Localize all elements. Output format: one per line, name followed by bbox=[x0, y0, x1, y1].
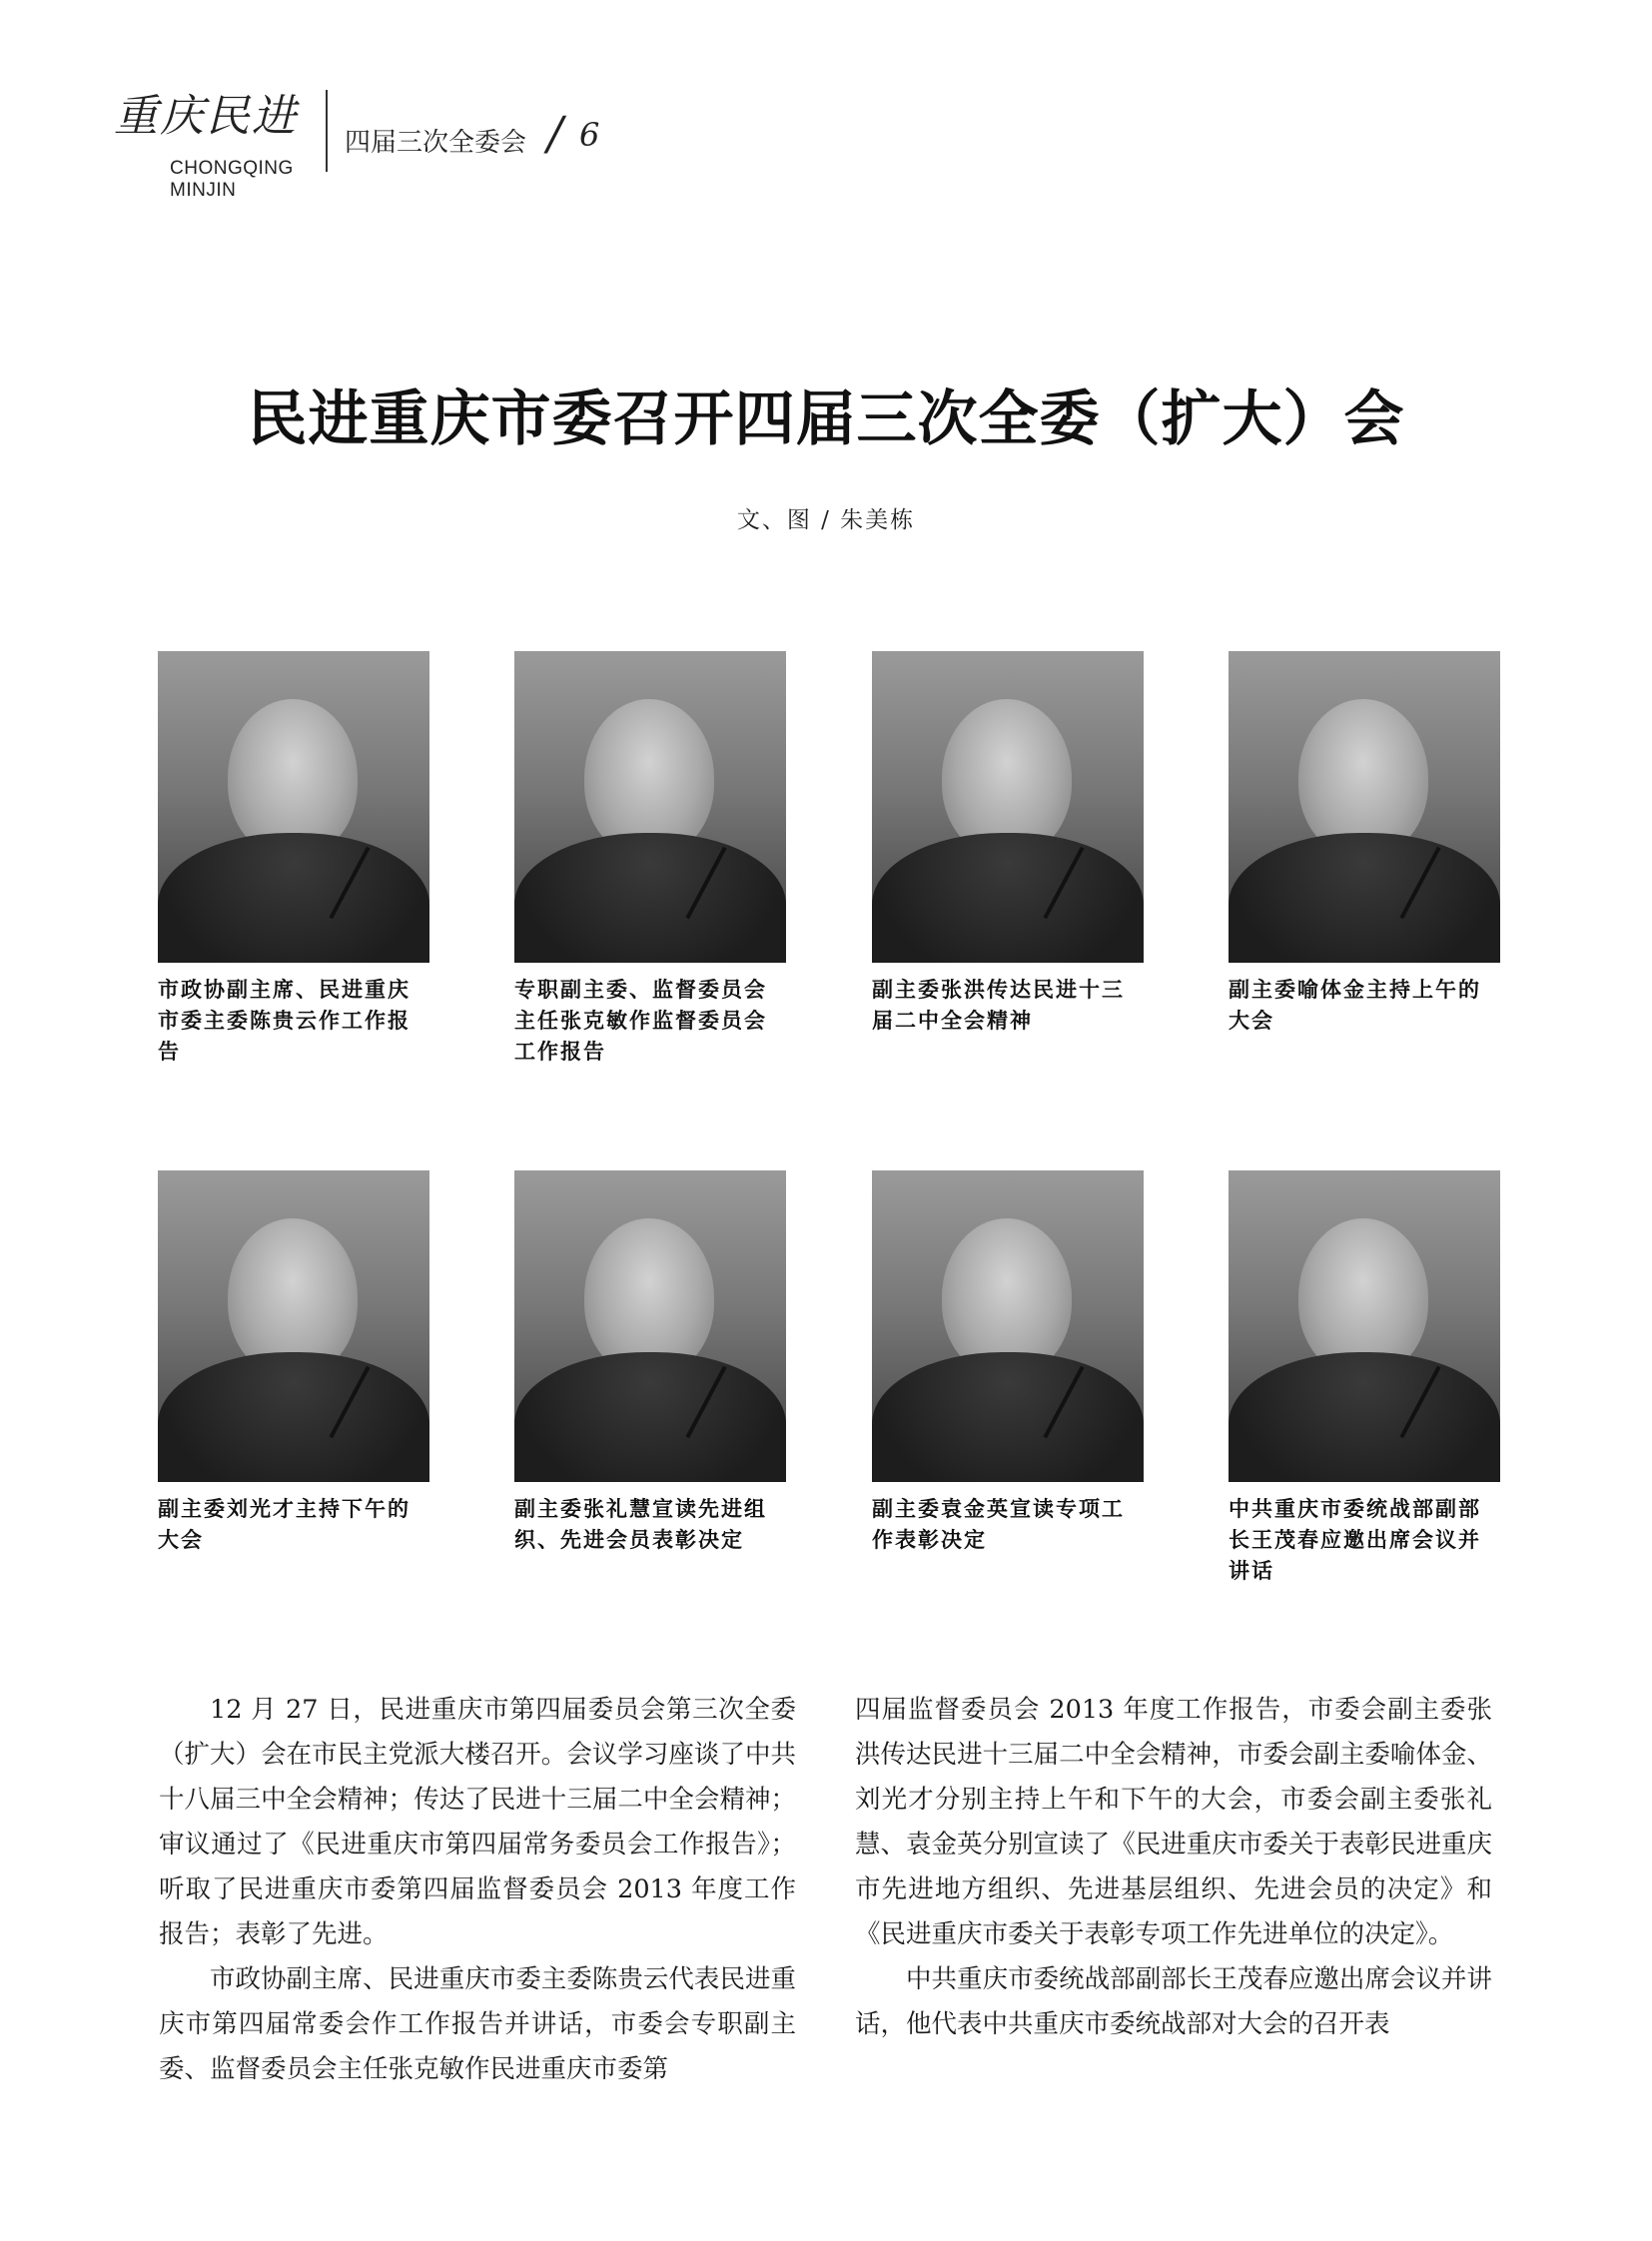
photo-card bbox=[1229, 651, 1500, 1037]
speaker-photo bbox=[872, 651, 1144, 963]
logo-subtitle: CHONGQING MINJIN bbox=[170, 158, 294, 201]
photo-card bbox=[1229, 1170, 1500, 1587]
speaker-photo bbox=[158, 1170, 429, 1482]
photo-caption: 专职副主委、监督委员会主任张克敏作监督委员会工作报告 bbox=[514, 978, 767, 1064]
article-title: 民进重庆市委召开四届三次全委（扩大）会 bbox=[247, 384, 1405, 454]
body-paragraph: 四届监督委员会 2013 年度工作报告，市委会副主委张洪传达民进十三届二中全会精神，市委会副主委喻体金、刘光才分别主持上午和下午的大会，市委会副主委张礼慧、袁金英分别宣读了《民进重庆市委关于表彰民进重庆市先进地方组织、先进基层组织、先进会员的决定》和《民进重庆市委关于表彰专项工作先进单位的决定》。 bbox=[855, 1695, 1492, 1949]
header-divider bbox=[326, 90, 328, 172]
photo-caption: 副主委袁金英宣读专项工作表彰决定 bbox=[872, 1497, 1125, 1552]
photo-caption: 中共重庆市委统战部副部长王茂春应邀出席会议并讲话 bbox=[1229, 1497, 1481, 1583]
speaker-photo bbox=[514, 1170, 786, 1482]
speaker-photo bbox=[514, 651, 786, 963]
body-column-right bbox=[855, 1688, 1492, 2047]
speaker-photo bbox=[158, 651, 429, 963]
speaker-photo bbox=[1229, 651, 1500, 963]
body-paragraph: 中共重庆市委统战部副部长王茂春应邀出席会议并讲话，他代表中共重庆市委统战部对大会的召开表 bbox=[855, 1964, 1492, 2039]
masthead-logo bbox=[108, 72, 328, 201]
photo-caption: 市政协副主席、民进重庆市委主委陈贵云作工作报告 bbox=[158, 978, 411, 1064]
body-paragraph: 市政协副主席、民进重庆市委主委陈贵云代表民进重庆市第四届常委会作工作报告并讲话，市委会专职副主委、监督委员会主任张克敏作民进重庆市委第 bbox=[159, 1964, 796, 2084]
section-label: 四届三次全委会 bbox=[345, 128, 527, 158]
body-column-left bbox=[159, 1688, 796, 2092]
photo-caption: 副主委张洪传达民进十三届二中全会精神 bbox=[872, 978, 1125, 1033]
photo-card bbox=[872, 651, 1144, 1037]
photo-card bbox=[514, 1170, 786, 1556]
photo-card bbox=[514, 651, 786, 1068]
speaker-photo bbox=[1229, 1170, 1500, 1482]
photo-card bbox=[158, 651, 429, 1068]
photo-caption: 副主委刘光才主持下午的大会 bbox=[158, 1497, 411, 1552]
body-paragraph: 12 月 27 日，民进重庆市第四届委员会第三次全委（扩大）会在市民主党派大楼召开。会议学习座谈了中共十八届三中全会精神；传达了民进十三届二中全会精神；审议通过了《民进重庆市第四届常务委员会工作报告》；听取了民进重庆市委第四届监督委员会 2013 年度工作报告；表彰了先进。 bbox=[159, 1695, 796, 1949]
logo-text: 重庆民进 bbox=[114, 91, 298, 142]
photo-caption: 副主委张礼慧宣读先进组织、先进会员表彰决定 bbox=[514, 1497, 767, 1552]
page-number: 6 bbox=[579, 116, 600, 154]
byline: 文、图 / 朱美栋 bbox=[736, 507, 916, 533]
photo-card bbox=[158, 1170, 429, 1556]
photo-card bbox=[872, 1170, 1144, 1556]
photo-caption: 副主委喻体金主持上午的大会 bbox=[1229, 978, 1481, 1033]
speaker-photo bbox=[872, 1170, 1144, 1482]
section-slash: / bbox=[547, 106, 563, 160]
